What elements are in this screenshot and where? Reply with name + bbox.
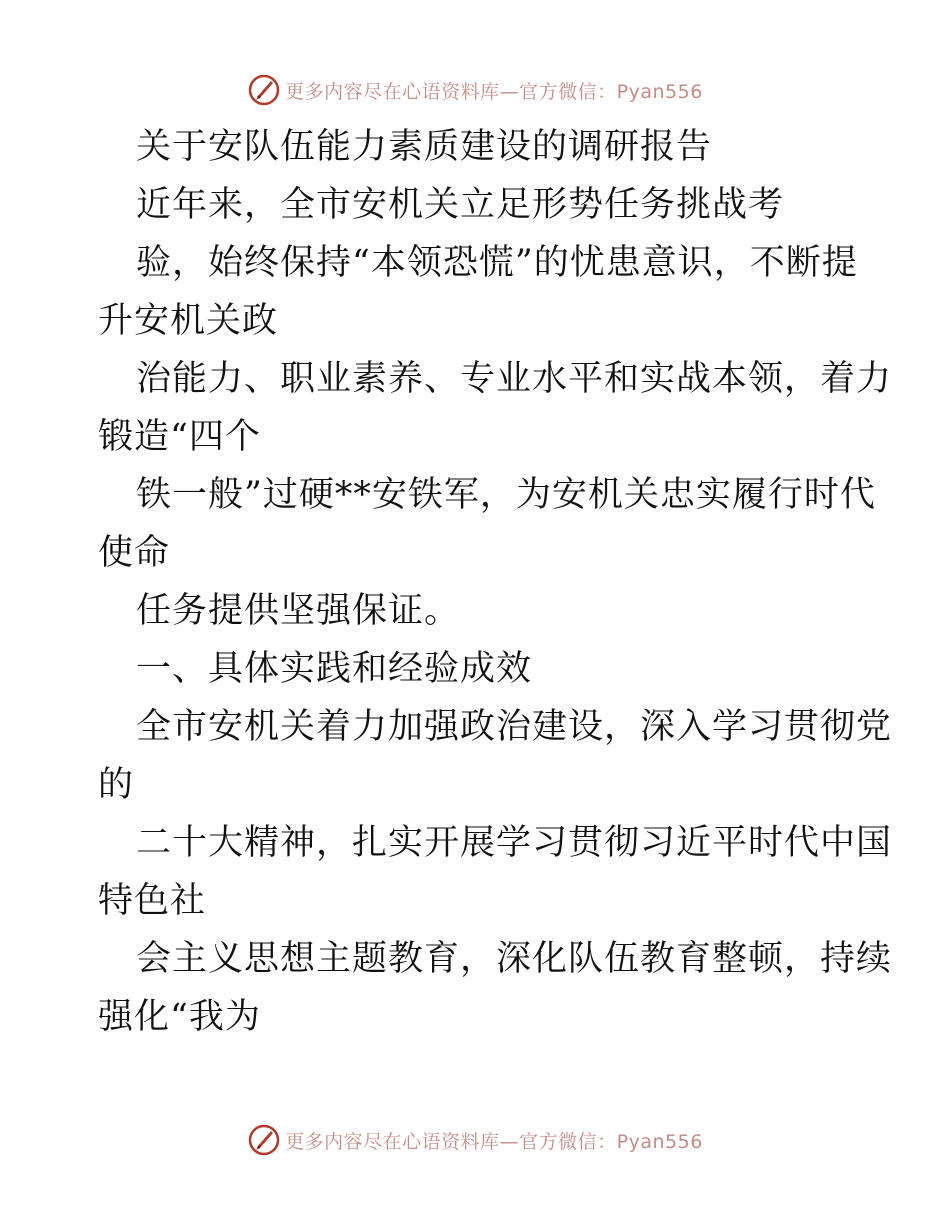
text-line: 二十大精神，扎实开展学习贯彻习近平时代中国 xyxy=(136,823,893,863)
quill-logo-icon xyxy=(247,1123,281,1157)
text-line: 升安机关政 xyxy=(98,301,279,341)
text-line: 治能力、职业素养、专业水平和实战本领，着力 xyxy=(136,359,893,399)
text-line: 任务提供坚强保证。 xyxy=(136,591,461,631)
text-line: 近年来，全市安机关立足形势任务挑战考 xyxy=(136,185,785,225)
text-line: 使命 xyxy=(98,533,171,573)
text-line: 强化“我为 xyxy=(98,997,261,1037)
text-line: 的 xyxy=(98,765,135,805)
text-line: 全市安机关着力加强政治建设，深入学习贯彻党 xyxy=(136,707,893,747)
footer-watermark xyxy=(0,1120,950,1160)
text-line: 锻造“四个 xyxy=(98,417,261,457)
text-line: 一、具体实践和经验成效 xyxy=(136,649,533,689)
text-line: 铁一般”过硬**安铁军，为安机关忠实履行时代 xyxy=(136,475,876,515)
quill-logo-icon xyxy=(247,73,281,107)
document-body xyxy=(98,118,893,1046)
watermark-text: 更多内容尽在心语资料库—官方微信：Pyan556 xyxy=(285,80,703,103)
text-line: 关于安队伍能力素质建设的调研报告 xyxy=(136,127,713,167)
text-line: 特色社 xyxy=(98,881,207,921)
text-line: 会主义思想主题教育，深化队伍教育整顿，持续 xyxy=(136,939,893,979)
watermark-text: 更多内容尽在心语资料库—官方微信：Pyan556 xyxy=(285,1130,703,1153)
text-line: 验，始终保持“本领恐慌”的忧患意识，不断提 xyxy=(136,243,858,283)
header-watermark xyxy=(0,70,950,110)
